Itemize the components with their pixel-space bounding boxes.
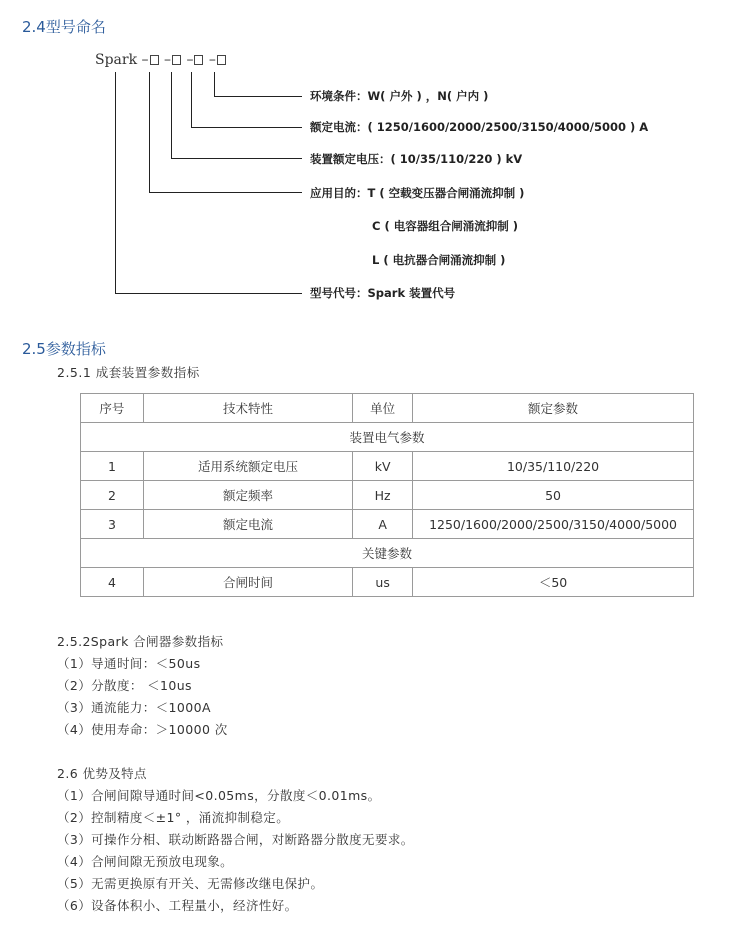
bracket-line-voltage-v (171, 72, 172, 158)
label-model-code: 型号代号：Spark 装置代号 (310, 286, 456, 300)
bracket-line-model-v (115, 72, 116, 293)
header-characteristic: 技术特性 (143, 394, 352, 423)
label-purpose-l: L ( 电抗器合闸涌流抑制 ) (372, 253, 506, 267)
cell-unit: kV (353, 452, 413, 481)
cell-characteristic: 额定电流 (143, 510, 352, 539)
cell-value: 50 (413, 481, 694, 510)
cell-characteristic: 合闸时间 (143, 568, 352, 597)
header-rated-value: 额定参数 (413, 394, 694, 423)
group-electrical: 装置电气参数 (81, 423, 694, 452)
cell-unit: us (353, 568, 413, 597)
placeholder-box-1 (150, 55, 159, 65)
dash-3: – (186, 52, 194, 68)
cell-characteristic: 适用系统额定电压 (143, 452, 352, 481)
bracket-line-model-h (115, 293, 302, 294)
bracket-line-current-v (191, 72, 192, 127)
parameter-table (80, 393, 694, 597)
label-environment: 环境条件：W( 户外 ) ，N( 户内 ) (310, 89, 489, 103)
section-title-params: 2.5参数指标 (22, 340, 106, 358)
dash-2: – (163, 52, 171, 68)
table-row (81, 452, 694, 481)
cell-index: 2 (81, 481, 144, 510)
table-group-row (81, 539, 694, 568)
cell-unit: Hz (353, 481, 413, 510)
bracket-line-voltage-h (171, 158, 302, 159)
subsection-title-advantages: 2.6 优势及特点 (57, 766, 147, 781)
list-item: （2）分散度： ＜10us (57, 678, 192, 693)
cell-value: 10/35/110/220 (413, 452, 694, 481)
list-item: （4）使用寿命：＞10000 次 (57, 722, 228, 737)
cell-index: 4 (81, 568, 144, 597)
model-code (95, 52, 227, 68)
label-purpose-t: 应用目的：T ( 空载变压器合闸涌流抑制 ) (310, 186, 525, 200)
label-rated-current: 额定电流：( 1250/1600/2000/2500/3150/4000/5000 ) A (310, 120, 649, 134)
dash-4: – (208, 52, 216, 68)
placeholder-box-3 (194, 55, 203, 65)
model-prefix: Spark (95, 52, 138, 68)
bracket-line-purpose-h (149, 192, 302, 193)
section-title-naming: 2.4型号命名 (22, 18, 106, 36)
table-header-row (81, 394, 694, 423)
list-item: （4）合闸间隙无预放电现象。 (57, 854, 234, 869)
table-row (81, 510, 694, 539)
bracket-line-current-h (191, 127, 302, 128)
header-index: 序号 (81, 394, 144, 423)
table-row (81, 481, 694, 510)
cell-index: 1 (81, 452, 144, 481)
bracket-line-env-v (214, 72, 215, 96)
list-item: （3）通流能力：＜1000A (57, 700, 211, 715)
label-rated-voltage: 装置额定电压：( 10/35/110/220 ) kV (310, 152, 523, 166)
list-item: （5）无需更换原有开关、无需修改继电保护。 (57, 876, 324, 891)
cell-value: 1250/1600/2000/2500/3150/4000/5000 (413, 510, 694, 539)
list-item: （2）控制精度＜±1° ，涌流抑制稳定。 (57, 810, 290, 825)
dash-1: – (141, 52, 149, 68)
subsection-title-closer: 2.5.2Spark 合闸器参数指标 (57, 634, 224, 649)
cell-characteristic: 额定频率 (143, 481, 352, 510)
bracket-line-purpose-v (149, 72, 150, 192)
group-key: 关键参数 (81, 539, 694, 568)
placeholder-box-2 (172, 55, 181, 65)
subsection-title-complete-set: 2.5.1 成套装置参数指标 (57, 365, 200, 380)
list-item: （1）合闸间隙导通时间<0.05ms，分散度＜0.01ms。 (57, 788, 381, 803)
list-item: （3）可操作分相、联动断路器合闸，对断路器分散度无要求。 (57, 832, 414, 847)
list-item: （1）导通时间：＜50us (57, 656, 201, 671)
placeholder-box-4 (217, 55, 226, 65)
label-purpose-c: C ( 电容器组合闸涌流抑制 ) (372, 219, 518, 233)
cell-value: ＜50 (413, 568, 694, 597)
table-group-row (81, 423, 694, 452)
cell-unit: A (353, 510, 413, 539)
table-row (81, 568, 694, 597)
header-unit: 单位 (353, 394, 413, 423)
list-item: （6）设备体积小、工程量小，经济性好。 (57, 898, 298, 913)
bracket-line-env-h (214, 96, 302, 97)
cell-index: 3 (81, 510, 144, 539)
